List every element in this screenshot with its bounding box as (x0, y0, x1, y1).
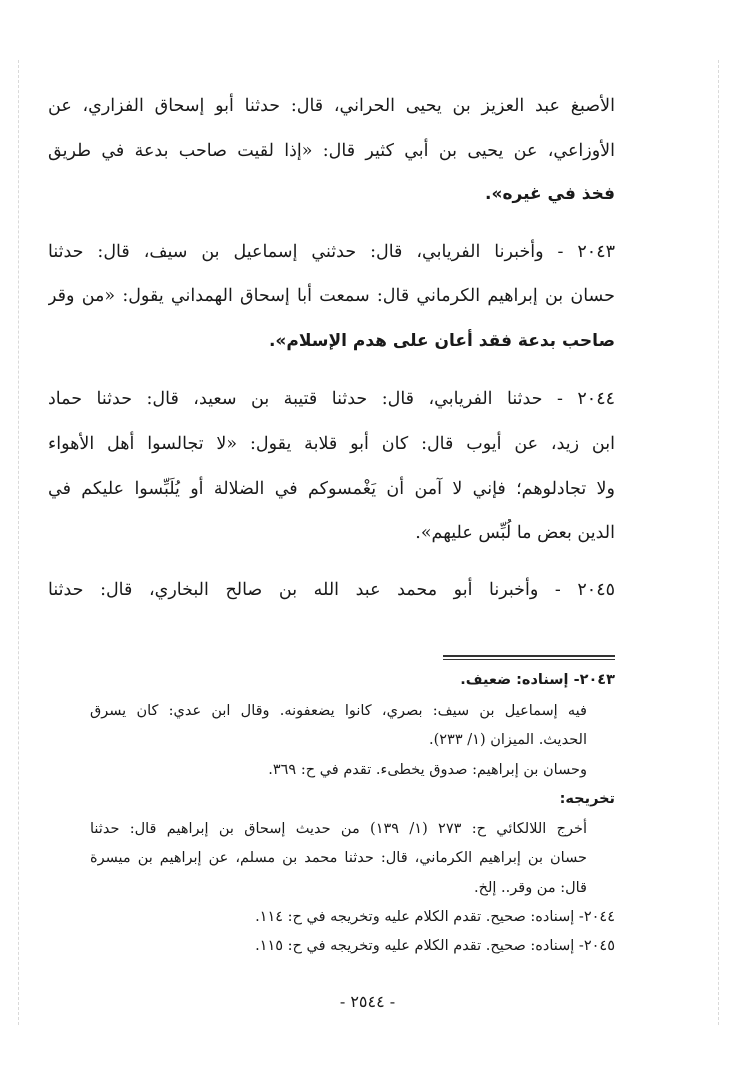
footnote-2045: ٢٠٤٥- إسناده: صحيح. تقدم الكلام عليه وتخريجه في ح: ١١٥. (255, 938, 615, 954)
hadith-2045-line: ٢٠٤٥ - وأخبرنا أبو محمد عبد الله بن صالح البخاري، قال: حدثنا (48, 580, 615, 600)
footnote-line: فيه إسماعيل بن سيف: بصري، كانوا يضعفونه. وقال ابن عدي: كان يسرق (90, 703, 587, 719)
footnote-takhrij-heading: تخريجه: (559, 791, 615, 807)
left-margin-guide (18, 60, 19, 1025)
right-margin-guide (718, 60, 719, 1025)
footnote-2043-heading: ٢٠٤٣- إسناده: ضعيف. (460, 672, 615, 688)
body-line: الدين بعض ما لُبِّس عليهم». (415, 523, 615, 543)
footnote-2044: ٢٠٤٤- إسناده: صحيح. تقدم الكلام عليه وتخريجه في ح: ١١٤. (255, 909, 615, 925)
body-line: ابن زيد، عن أيوب قال: كان أبو قلابة يقول: «لا تجالسوا أهل الأهواء (48, 434, 615, 454)
hadith-2044-line: ٢٠٤٤ - حدثنا الفريابي، قال: حدثنا قتيبة بن سعيد، قال: حدثنا حماد (48, 389, 615, 409)
footnote-line: أخرج اللالكائي ح: ٢٧٣ (١/ ١٣٩) من حديث إسحاق بن إبراهيم قال: حدثنا (90, 821, 587, 837)
body-line: ولا تجادلوهم؛ فإني لا آمن أن يَغْمسوكم في الضلالة أو يُلَبِّسوا عليكم في (48, 479, 615, 499)
footnote-line: قال: من وقر.. إلخ. (474, 880, 587, 896)
footnote-separator (443, 655, 615, 660)
footnote-line: الحديث. الميزان (١/ ٢٣٣). (428, 732, 587, 748)
hadith-2043-line: ٢٠٤٣ - وأخبرنا الفريابي، قال: حدثني إسماعيل بن سيف، قال: حدثنا (48, 242, 615, 262)
page-number: - ٢٥٤٤ - (339, 992, 396, 1011)
body-line: حسان بن إبراهيم الكرماني قال: سمعت أبا إسحاق الهمداني يقول: «من وقر (48, 286, 615, 306)
footnote-line: وحسان بن إبراهيم: صدوق يخطىء. تقدم في ح: ٣٦٩. (268, 762, 587, 778)
body-line: فخذ في غيره». (485, 184, 615, 204)
footnote-line: حسان بن إبراهيم الكرماني، قال: حدثنا محمد بن مسلم، عن إبراهيم بن ميسرة (90, 850, 587, 866)
body-line: الأصبغ عبد العزيز بن يحيى الحراني، قال: حدثنا أبو إسحاق الفزاري، عن (48, 96, 615, 116)
body-line: الأوزاعي، عن يحيى بن أبي كثير قال: «إذا لقيت صاحب بدعة في طريق (48, 141, 615, 161)
body-line: صاحب بدعة فقد أعان على هدم الإسلام». (268, 331, 615, 351)
